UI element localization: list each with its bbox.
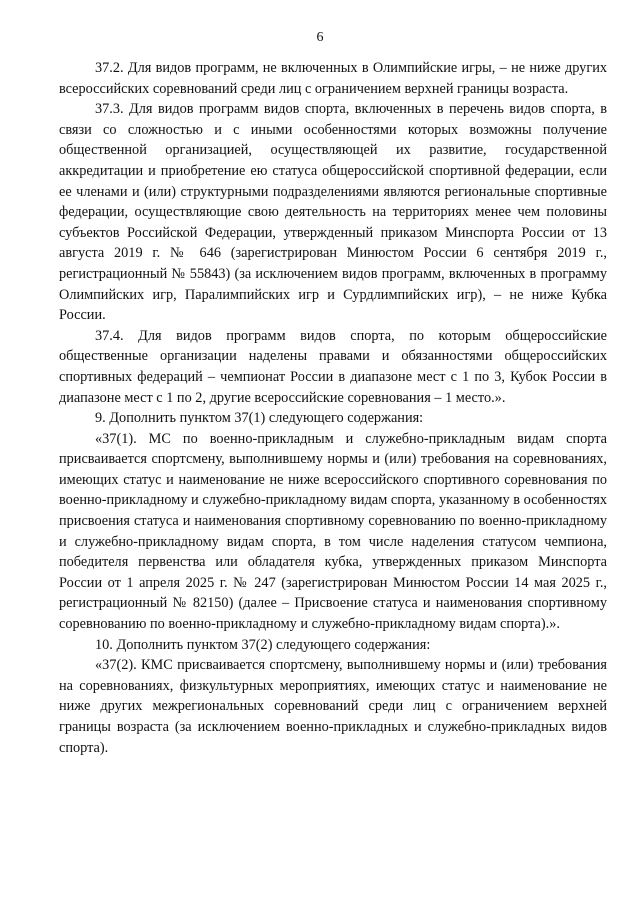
paragraph-37-4: 37.4. Для видов программ видов спорта, по которым общероссийские общественные организации наделены правами и обязанностями общероссийских спортивных федераций – чемпионат России в диапазоне мест с 1 по 3, Кубок России в диапазоне мест с 1 по 2, другие всероссийские соревнования – 1 место.».	[59, 327, 607, 406]
paragraph-item-10: 10. Дополнить пунктом 37(2) следующего содержания:	[95, 636, 431, 653]
paragraph-37-2-new: «37(2). КМС присваивается спортсмену, выполнившему нормы и (или) требования на соревнованиях, физкультурных мероприятиях, имеющих статус и наименование не ниже других межрегиональных соревнований среди лиц с ограничением верхней границы возраста (за исключением военно-прикладных и служебно-прикладных видов спорта).	[59, 657, 607, 756]
paragraph-37-3: 37.3. Для видов программ видов спорта, включенных в перечень видов спорта, в связи со сложностью и с иными особенностями которых возможны получение общественной организацией, осуществляющей их развитие, государственной аккредитации и приобретение ею статуса общероссийской спортивной федерации, если ее членами и (или) структурными подразделениями являются региональные спортивные федерации, осуществляющие свою деятельность на территориях менее чем половины субъектов Российской Федерации, утвержденный приказом Минспорта России от 13 августа 2019 г. № 646 (зарегистрирован Минюстом России 6 сентября 2019 г., регистрационный № 55843) (за исключением видов программ, включенных в программу Олимпийских игр, Паралимпийских игр и Сурдлимпийских игр), – не ниже Кубка России.	[59, 101, 607, 324]
paragraph-37-2: 37.2. Для видов программ, не включенных в Олимпийские игры, – не ниже других всероссийских соревнований среди лиц с ограничением верхней границы возраста.	[59, 60, 607, 97]
paragraph-37-1: «37(1). МС по военно-прикладным и служебно-прикладным видам спорта присваивается спортсмену, выполнившему нормы и (или) требования на соревнованиях, имеющих статус и наименование не ниже всероссийского спортивного соревнования по военно-прикладному и служебно-прикладному видам спорта, указанному в особенностях присвоения статуса и наименования спортивному соревнованию по военно-прикладному и служебно-прикладному видам спорта, в том числе наделения статусом чемпиона, победителя первенства или обладателя кубка, утвержденных приказом Минспорта России от 1 апреля 2025 г. № 247 (зарегистрирован Минюстом России 14 мая 2025 г., регистрационный № 82150) (далее – Присвоение статуса и наименования спортивному соревнованию по военно-прикладному и служебно-прикладному видам спорта).».	[59, 430, 607, 633]
document-body	[59, 58, 607, 758]
paragraph-item-9: 9. Дополнить пунктом 37(1) следующего содержания:	[95, 410, 424, 427]
page-number: 6	[316, 30, 324, 45]
